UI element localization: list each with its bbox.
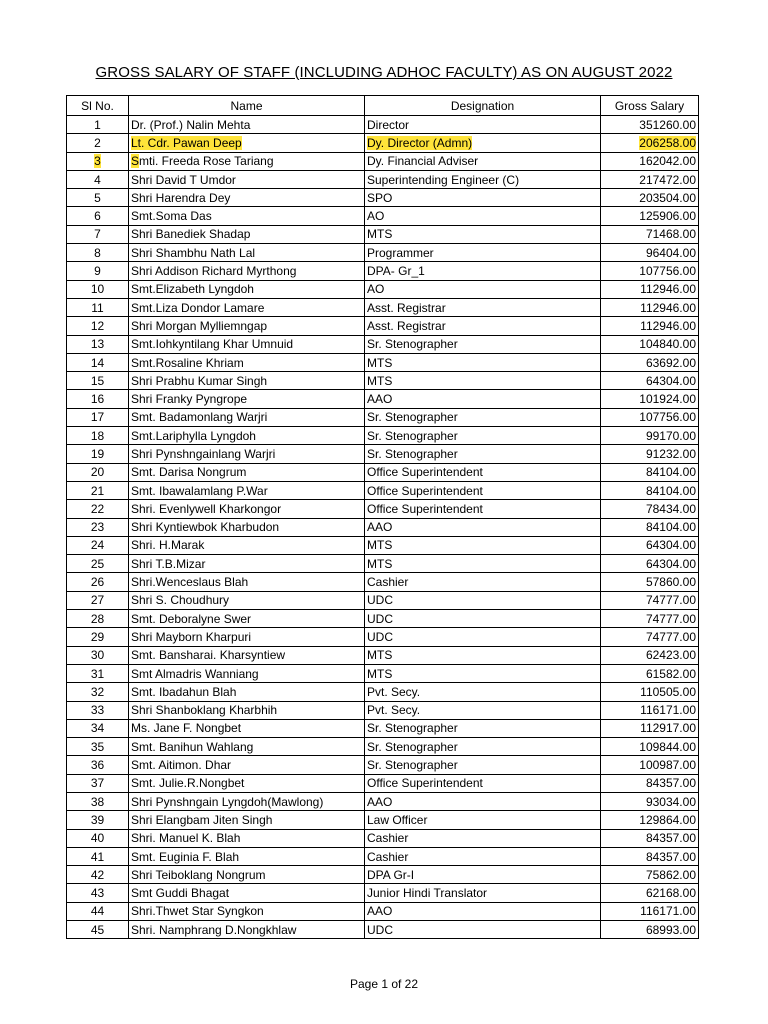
table-row: [67, 847, 699, 865]
cell-gross-salary: 112917.00: [601, 719, 699, 737]
cell-name: Shri David T Umdor: [129, 170, 365, 188]
cell-designation: Director: [365, 116, 601, 134]
cell-designation: SPO: [365, 189, 601, 207]
cell-sl-no: 7: [67, 225, 129, 243]
cell-name: Shri. Namphrang D.Nongkhlaw: [129, 921, 365, 939]
table-row: [67, 353, 699, 371]
cell-designation: MTS: [365, 555, 601, 573]
cell-sl-no: 21: [67, 481, 129, 499]
cell-designation: AO: [365, 207, 601, 225]
cell-name: Shri Addison Richard Myrthong: [129, 262, 365, 280]
cell-sl-no: 42: [67, 866, 129, 884]
cell-designation: AAO: [365, 518, 601, 536]
cell-name: Shri Morgan Mylliemngap: [129, 317, 365, 335]
cell-sl-no: 38: [67, 792, 129, 810]
cell-name: Ms. Jane F. Nongbet: [129, 719, 365, 737]
cell-sl-no: 43: [67, 884, 129, 902]
cell-gross-salary: 61582.00: [601, 664, 699, 682]
cell-sl-no: 13: [67, 335, 129, 353]
cell-sl-no: 20: [67, 463, 129, 481]
table-row: [67, 298, 699, 316]
cell-gross-salary: 99170.00: [601, 427, 699, 445]
cell-designation: UDC: [365, 921, 601, 939]
table-row: [67, 518, 699, 536]
table-row: [67, 463, 699, 481]
cell-name: Shri Banediek Shadap: [129, 225, 365, 243]
cell-name: Shri Elangbam Jiten Singh: [129, 811, 365, 829]
table-row: [67, 683, 699, 701]
table-row: [67, 756, 699, 774]
cell-name: Shri Pynshngain Lyngdoh(Mawlong): [129, 792, 365, 810]
table-row: [67, 152, 699, 170]
header-name: Name: [129, 96, 365, 116]
cell-name: Smt. Ibadahun Blah: [129, 683, 365, 701]
cell-name: Shri Teiboklang Nongrum: [129, 866, 365, 884]
cell-sl-no: 32: [67, 683, 129, 701]
table-row: [67, 335, 699, 353]
cell-sl-no: 8: [67, 244, 129, 262]
table-row: [67, 573, 699, 591]
cell-designation: Pvt. Secy.: [365, 683, 601, 701]
cell-gross-salary: 116171.00: [601, 701, 699, 719]
cell-sl-no: 36: [67, 756, 129, 774]
cell-gross-salary: 129864.00: [601, 811, 699, 829]
cell-sl-no: 41: [67, 847, 129, 865]
cell-name: Shri. Manuel K. Blah: [129, 829, 365, 847]
table-row: [67, 317, 699, 335]
highlighted-gross-salary: 206258.00: [639, 135, 696, 150]
cell-gross-salary: 74777.00: [601, 628, 699, 646]
cell-designation: MTS: [365, 536, 601, 554]
cell-name: Smt. Bansharai. Kharsyntiew: [129, 646, 365, 664]
cell-gross-salary: [601, 134, 699, 152]
table-row: [67, 280, 699, 298]
cell-gross-salary: 162042.00: [601, 152, 699, 170]
cell-gross-salary: 110505.00: [601, 683, 699, 701]
table-row: [67, 829, 699, 847]
cell-gross-salary: 96404.00: [601, 244, 699, 262]
cell-designation: AAO: [365, 792, 601, 810]
cell-designation: Sr. Stenographer: [365, 738, 601, 756]
cell-sl-no: 35: [67, 738, 129, 756]
cell-sl-no: 6: [67, 207, 129, 225]
table-row: [67, 445, 699, 463]
cell-gross-salary: 78434.00: [601, 500, 699, 518]
table-row: [67, 207, 699, 225]
cell-name: Shri T.B.Mizar: [129, 555, 365, 573]
table-row: [67, 372, 699, 390]
highlighted-sl-no: 3: [94, 154, 101, 169]
cell-gross-salary: 203504.00: [601, 189, 699, 207]
cell-designation: Asst. Registrar: [365, 298, 601, 316]
table-row: [67, 719, 699, 737]
cell-designation: Law Officer: [365, 811, 601, 829]
table-row: [67, 792, 699, 810]
cell-sl-no: 40: [67, 829, 129, 847]
cell-designation: Sr. Stenographer: [365, 427, 601, 445]
table-row: [67, 500, 699, 518]
table-row: [67, 262, 699, 280]
cell-gross-salary: 112946.00: [601, 317, 699, 335]
cell-gross-salary: 125906.00: [601, 207, 699, 225]
cell-sl-no: 23: [67, 518, 129, 536]
cell-name: Smt.Liza Dondor Lamare: [129, 298, 365, 316]
cell-designation: Sr. Stenographer: [365, 719, 601, 737]
cell-sl-no: 14: [67, 353, 129, 371]
table-row: [67, 921, 699, 939]
cell-designation: Cashier: [365, 829, 601, 847]
cell-name: Smt. Ibawalamlang P.War: [129, 481, 365, 499]
header-gross-salary: Gross Salary: [601, 96, 699, 116]
cell-sl-no: 30: [67, 646, 129, 664]
cell-gross-salary: 64304.00: [601, 536, 699, 554]
table-row: [67, 555, 699, 573]
cell-sl-no: 5: [67, 189, 129, 207]
cell-designation: UDC: [365, 628, 601, 646]
cell-name: Smt. Darisa Nongrum: [129, 463, 365, 481]
cell-gross-salary: 64304.00: [601, 555, 699, 573]
cell-name: [129, 134, 365, 152]
cell-sl-no: 33: [67, 701, 129, 719]
cell-sl-no: 45: [67, 921, 129, 939]
cell-designation: MTS: [365, 664, 601, 682]
cell-name: Shri Franky Pyngrope: [129, 390, 365, 408]
cell-designation: Office Superintendent: [365, 463, 601, 481]
cell-gross-salary: 84357.00: [601, 774, 699, 792]
cell-gross-salary: 84104.00: [601, 481, 699, 499]
cell-sl-no: 10: [67, 280, 129, 298]
cell-gross-salary: 62423.00: [601, 646, 699, 664]
cell-name: Shri. Evenlywell Kharkongor: [129, 500, 365, 518]
table-row: [67, 170, 699, 188]
cell-designation: AAO: [365, 902, 601, 920]
cell-gross-salary: 84357.00: [601, 829, 699, 847]
cell-sl-no: [67, 152, 129, 170]
cell-sl-no: 17: [67, 408, 129, 426]
cell-designation: Cashier: [365, 573, 601, 591]
cell-sl-no: 9: [67, 262, 129, 280]
cell-gross-salary: 107756.00: [601, 408, 699, 426]
cell-gross-salary: 57860.00: [601, 573, 699, 591]
cell-sl-no: 37: [67, 774, 129, 792]
cell-name: Smt. Julie.R.Nongbet: [129, 774, 365, 792]
header-sl-no: Sl No.: [67, 96, 129, 116]
cell-sl-no: 27: [67, 591, 129, 609]
cell-gross-salary: 109844.00: [601, 738, 699, 756]
cell-sl-no: 39: [67, 811, 129, 829]
header-designation: Designation: [365, 96, 601, 116]
cell-gross-salary: 64304.00: [601, 372, 699, 390]
cell-sl-no: 19: [67, 445, 129, 463]
cell-designation: DPA- Gr_1: [365, 262, 601, 280]
cell-designation: Sr. Stenographer: [365, 408, 601, 426]
table-row: [67, 701, 699, 719]
cell-designation: Sr. Stenographer: [365, 335, 601, 353]
cell-sl-no: 15: [67, 372, 129, 390]
cell-designation: Cashier: [365, 847, 601, 865]
cell-sl-no: 25: [67, 555, 129, 573]
table-row: [67, 664, 699, 682]
cell-gross-salary: 84104.00: [601, 463, 699, 481]
cell-gross-salary: 74777.00: [601, 610, 699, 628]
table-row: [67, 481, 699, 499]
cell-gross-salary: 217472.00: [601, 170, 699, 188]
cell-sl-no: 12: [67, 317, 129, 335]
cell-sl-no: 2: [67, 134, 129, 152]
cell-name: Shri. H.Marak: [129, 536, 365, 554]
cell-designation: MTS: [365, 372, 601, 390]
cell-gross-salary: 112946.00: [601, 298, 699, 316]
table-header-row: [67, 96, 699, 116]
cell-designation: AAO: [365, 390, 601, 408]
cell-sl-no: 1: [67, 116, 129, 134]
name-text: Smti. Freeda Rose Tariang: [131, 154, 274, 169]
cell-gross-salary: 62168.00: [601, 884, 699, 902]
cell-name: Shri.Thwet Star Syngkon: [129, 902, 365, 920]
cell-sl-no: 44: [67, 902, 129, 920]
cell-designation: MTS: [365, 353, 601, 371]
cell-designation: Office Superintendent: [365, 481, 601, 499]
cell-name: Smt. Aitimon. Dhar: [129, 756, 365, 774]
cell-designation: MTS: [365, 225, 601, 243]
cell-sl-no: 18: [67, 427, 129, 445]
cell-sl-no: 4: [67, 170, 129, 188]
cell-gross-salary: 71468.00: [601, 225, 699, 243]
cell-gross-salary: 101924.00: [601, 390, 699, 408]
table-row: [67, 189, 699, 207]
cell-designation: Sr. Stenographer: [365, 756, 601, 774]
cell-gross-salary: 93034.00: [601, 792, 699, 810]
table-row: [67, 244, 699, 262]
cell-gross-salary: 84104.00: [601, 518, 699, 536]
cell-designation: Sr. Stenographer: [365, 445, 601, 463]
table-row: [67, 408, 699, 426]
cell-gross-salary: 112946.00: [601, 280, 699, 298]
cell-name: Smt. Banihun Wahlang: [129, 738, 365, 756]
table-body: [67, 116, 699, 939]
table-row: [67, 536, 699, 554]
table-row: [67, 628, 699, 646]
cell-designation: Junior Hindi Translator: [365, 884, 601, 902]
cell-name: [129, 152, 365, 170]
highlighted-designation: Dy. Director (Admn): [367, 135, 473, 150]
cell-name: Smt.Rosaline Khriam: [129, 353, 365, 371]
cell-name: Smt.Elizabeth Lyngdoh: [129, 280, 365, 298]
cell-designation: UDC: [365, 591, 601, 609]
table-row: [67, 610, 699, 628]
cell-name: Shri Mayborn Kharpuri: [129, 628, 365, 646]
cell-name: Shri.Wenceslaus Blah: [129, 573, 365, 591]
table-row: [67, 866, 699, 884]
cell-gross-salary: 68993.00: [601, 921, 699, 939]
cell-designation: Office Superintendent: [365, 500, 601, 518]
table-row: [67, 774, 699, 792]
cell-sl-no: 26: [67, 573, 129, 591]
cell-sl-no: 31: [67, 664, 129, 682]
table-row: [67, 811, 699, 829]
table-row: [67, 134, 699, 152]
cell-gross-salary: 74777.00: [601, 591, 699, 609]
cell-name: Smt Almadris Wanniang: [129, 664, 365, 682]
cell-sl-no: 28: [67, 610, 129, 628]
cell-name: Smt Guddi Bhagat: [129, 884, 365, 902]
cell-sl-no: 34: [67, 719, 129, 737]
cell-gross-salary: 91232.00: [601, 445, 699, 463]
table-row: [67, 591, 699, 609]
cell-designation: UDC: [365, 610, 601, 628]
table-row: [67, 116, 699, 134]
cell-designation: Pvt. Secy.: [365, 701, 601, 719]
salary-table: [66, 95, 699, 939]
cell-gross-salary: 63692.00: [601, 353, 699, 371]
cell-name: Smt. Deboralyne Swer: [129, 610, 365, 628]
cell-sl-no: 11: [67, 298, 129, 316]
cell-gross-salary: 84357.00: [601, 847, 699, 865]
cell-name: Shri Shambhu Nath Lal: [129, 244, 365, 262]
cell-gross-salary: 104840.00: [601, 335, 699, 353]
cell-name: Smt. Euginia F. Blah: [129, 847, 365, 865]
cell-designation: Office Superintendent: [365, 774, 601, 792]
cell-sl-no: 16: [67, 390, 129, 408]
cell-designation: DPA Gr-I: [365, 866, 601, 884]
table-row: [67, 646, 699, 664]
cell-name: Smt.Lariphylla Lyngdoh: [129, 427, 365, 445]
cell-name: Shri Harendra Dey: [129, 189, 365, 207]
cell-name: Shri Kyntiewbok Kharbudon: [129, 518, 365, 536]
cell-name: Dr. (Prof.) Nalin Mehta: [129, 116, 365, 134]
cell-name: Smt.Iohkyntilang Khar Umnuid: [129, 335, 365, 353]
cell-name: Shri Prabhu Kumar Singh: [129, 372, 365, 390]
cell-name: Smt. Badamonlang Warjri: [129, 408, 365, 426]
page-title: GROSS SALARY OF STAFF (INCLUDING ADHOC FACULTY) AS ON AUGUST 2022: [95, 64, 673, 81]
cell-designation: Dy. Financial Adviser: [365, 152, 601, 170]
cell-sl-no: 24: [67, 536, 129, 554]
cell-name: Smt.Soma Das: [129, 207, 365, 225]
page-number: Page 1 of 22: [349, 977, 419, 991]
cell-designation: [365, 134, 601, 152]
table-row: [67, 225, 699, 243]
highlighted-name: Lt. Cdr. Pawan Deep: [131, 135, 242, 150]
cell-name: Shri Pynshngainlang Warjri: [129, 445, 365, 463]
cell-gross-salary: 116171.00: [601, 902, 699, 920]
cell-designation: Superintending Engineer (C): [365, 170, 601, 188]
cell-designation: AO: [365, 280, 601, 298]
cell-sl-no: 22: [67, 500, 129, 518]
cell-sl-no: 29: [67, 628, 129, 646]
cell-designation: Programmer: [365, 244, 601, 262]
table-row: [67, 738, 699, 756]
cell-name: Shri Shanboklang Kharbhih: [129, 701, 365, 719]
cell-gross-salary: 351260.00: [601, 116, 699, 134]
cell-name: Shri S. Choudhury: [129, 591, 365, 609]
cell-designation: MTS: [365, 646, 601, 664]
table-row: [67, 427, 699, 445]
table-row: [67, 884, 699, 902]
cell-gross-salary: 100987.00: [601, 756, 699, 774]
cell-gross-salary: 75862.00: [601, 866, 699, 884]
cell-designation: Asst. Registrar: [365, 317, 601, 335]
cell-gross-salary: 107756.00: [601, 262, 699, 280]
table-row: [67, 902, 699, 920]
table-row: [67, 390, 699, 408]
